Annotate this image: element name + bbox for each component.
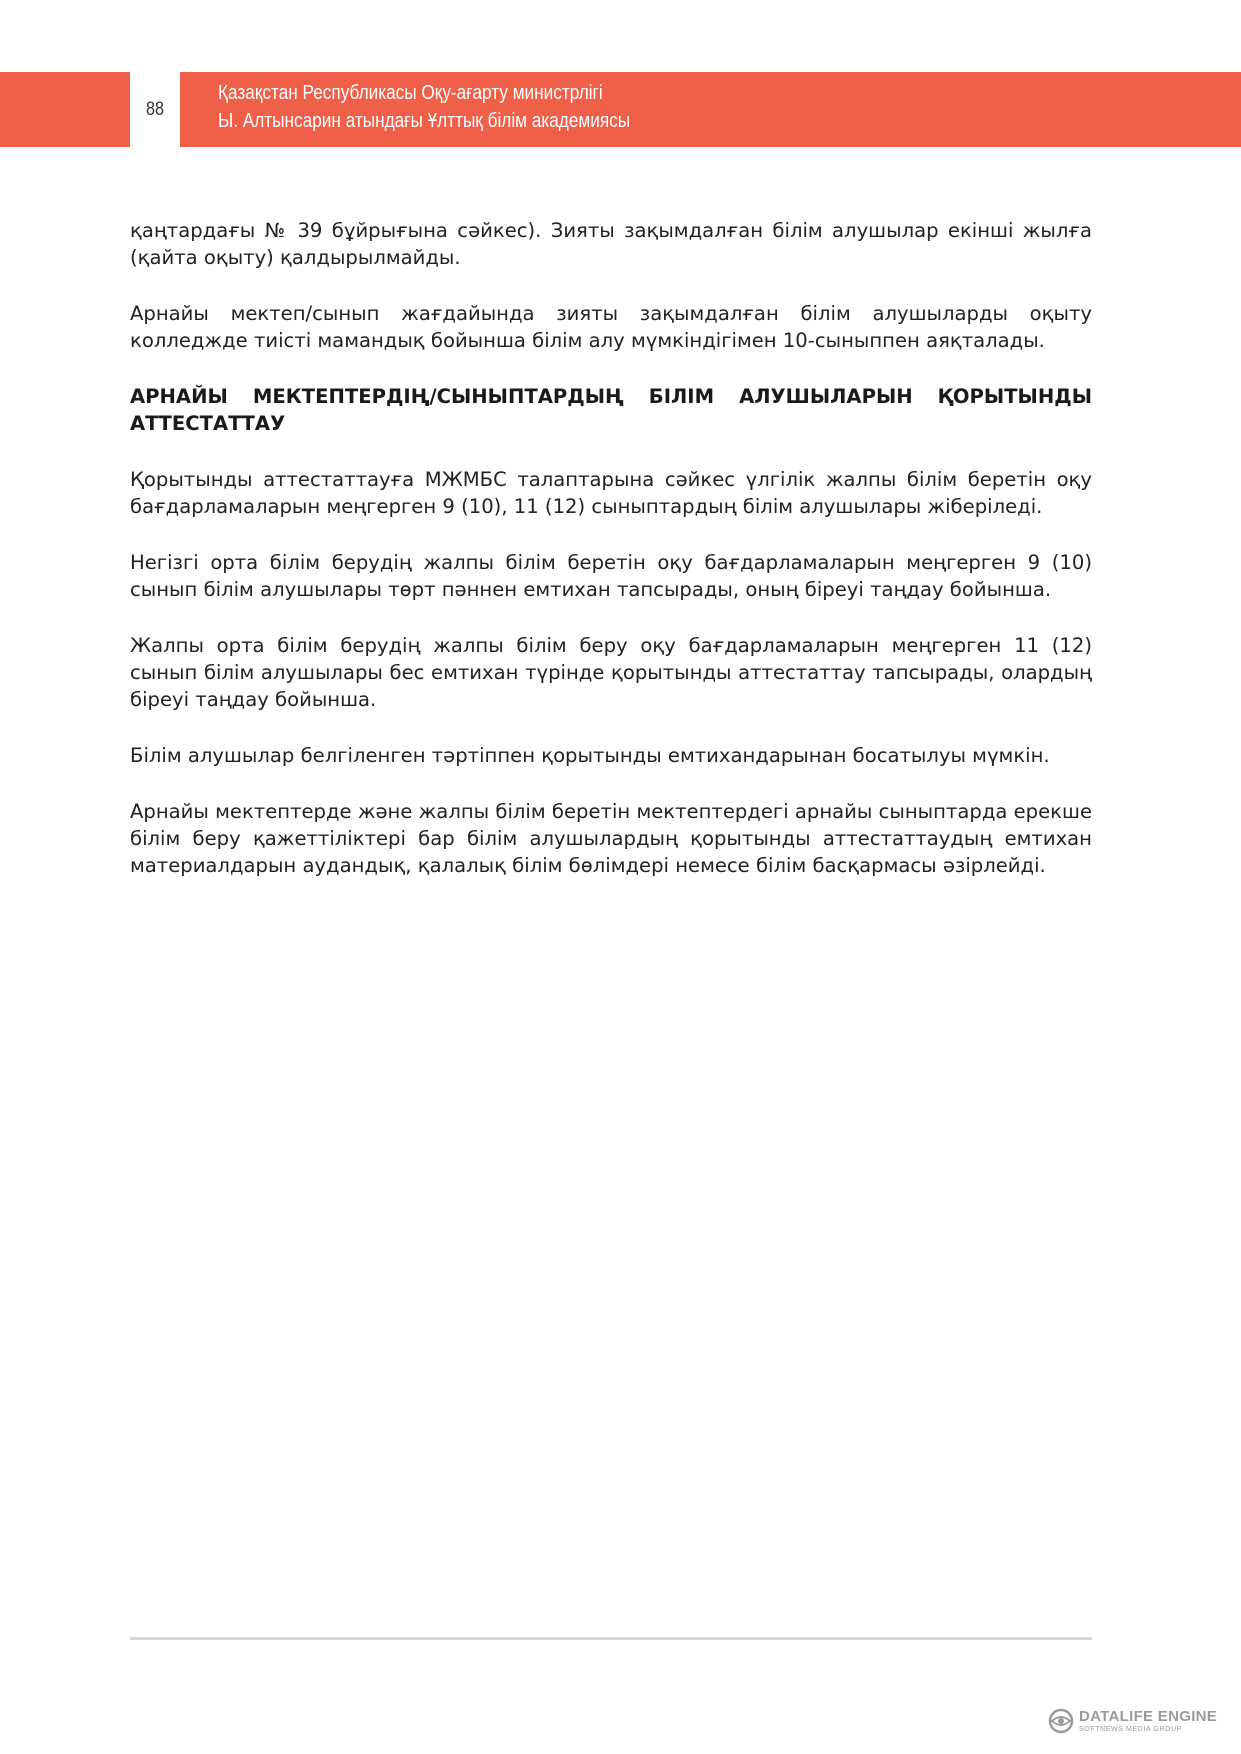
paragraph: Негізгі орта білім берудің жалпы білім беретін оқу бағдарламаларын меңгерген 9 (10) сынып білім алушылары төрт пәннен емтихан тапсырады, оның біреуі таңдау бойынша. bbox=[130, 551, 1092, 601]
page-number: 88 bbox=[146, 98, 164, 120]
watermark-subtitle: SOFTNEWS MEDIA GROUP bbox=[1079, 1726, 1183, 1733]
header-accent-left bbox=[0, 72, 130, 147]
paragraph: Арнайы мектептерде және жалпы білім беретін мектептердегі арнайы сыныптарда ерекше білім беру қажеттіліктері бар білім алушылардың қорытынды аттестаттаудың емтихан материалдарын аудандық, қалалық білім бөлімдері немесе білім басқармасы әзірлейді. bbox=[130, 800, 1092, 877]
watermark-title: DATALIFE ENGINE bbox=[1079, 1708, 1218, 1725]
footer-divider bbox=[130, 1637, 1092, 1640]
watermark bbox=[1048, 1708, 1217, 1734]
document-body bbox=[130, 217, 1092, 908]
section-heading: АРНАЙЫ МЕКТЕПТЕРДІҢ/СЫНЫПТАРДЫҢ БІЛІМ АЛУШЫЛАРЫН ҚОРЫТЫНДЫ АТТЕСТАТТАУ bbox=[130, 385, 1092, 435]
paragraph: қаңтардағы № 39 бұйрығына сәйкес). Зияты зақымдалған білім алушылар екінші жылға (қайта оқыту) қалдырылмайды. bbox=[130, 219, 1092, 269]
ministry-name: Қазақстан Республикасы Оқу-ағарту министрлігі bbox=[218, 82, 603, 104]
academy-name: Ы. Алтынсарин атындағы Ұлттық білім академиясы bbox=[218, 110, 631, 132]
paragraph: Жалпы орта білім берудің жалпы білім беру оқу бағдарламаларын меңгерген 11 (12) сынып білім алушылары бес емтихан түрінде қорытынды аттестаттау тапсырады, олардың біреуі таңдау бойынша. bbox=[130, 634, 1092, 711]
paragraph: Қорытынды аттестаттауға МЖМБС талаптарына сәйкес үлгілік жалпы білім беретін оқу бағдарламаларын меңгерген 9 (10), 11 (12) сыныптардың білім алушылары жіберіледі. bbox=[130, 468, 1092, 518]
eye-logo-icon bbox=[1048, 1708, 1074, 1734]
paragraph: Білім алушылар белгіленген тәртіппен қорытынды емтихандарынан босатылуы мүмкін. bbox=[130, 744, 1050, 767]
paragraph: Арнайы мектеп/сынып жағдайында зияты зақымдалған білім алушыларды оқыту колледжде тиісті мамандық бойынша білім алу мүмкіндігімен 10-сыныппен аяқталады. bbox=[130, 302, 1092, 352]
